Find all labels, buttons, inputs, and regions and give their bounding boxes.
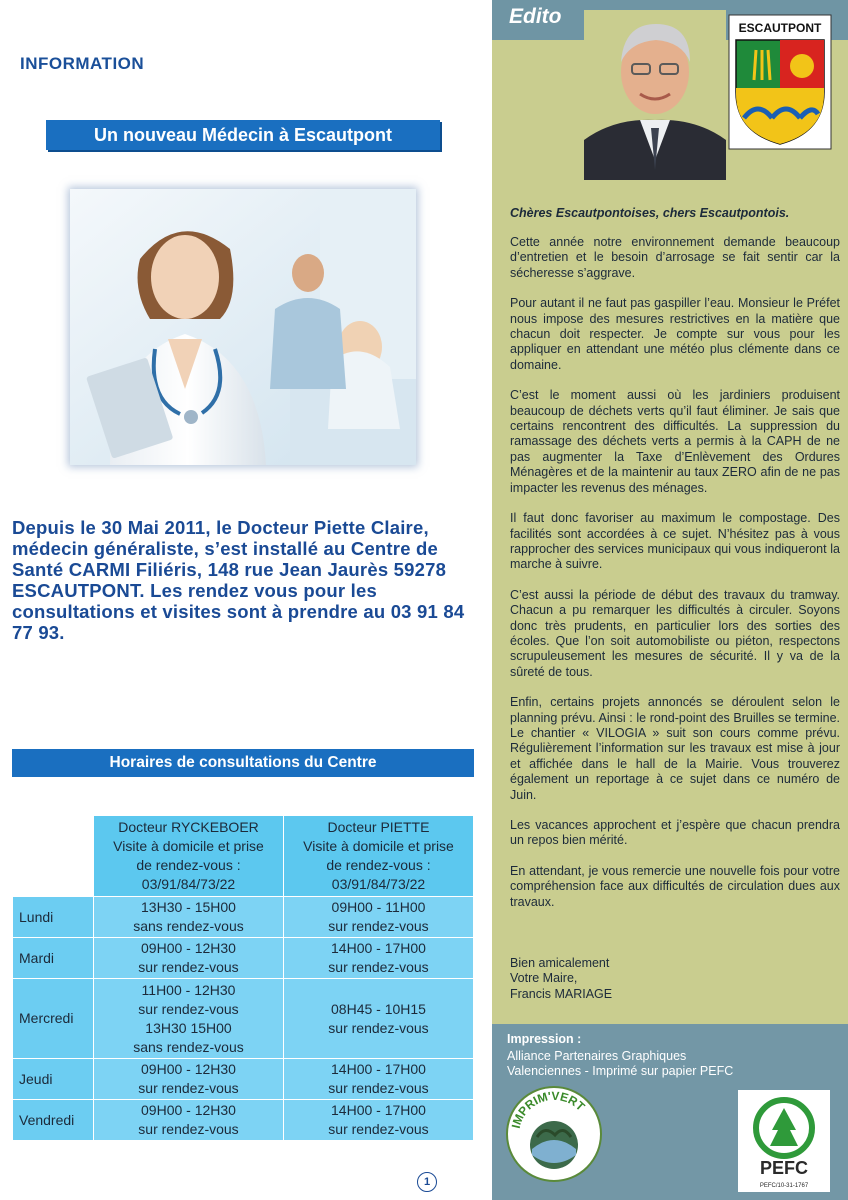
day-cell: Vendredi	[13, 1100, 94, 1141]
day-cell: Jeudi	[13, 1059, 94, 1100]
edito-title: Edito	[509, 5, 562, 28]
edito-greeting: Chères Escautpontoises, chers Escautpontois.	[510, 206, 790, 220]
mayor-photo	[584, 10, 726, 180]
hours-cell: 14H00 - 17H00 sur rendez-vous	[284, 1059, 474, 1100]
schedule-title: Horaires de consultations du Centre	[12, 749, 474, 777]
table-row	[13, 897, 474, 938]
impression-title: Impression :	[507, 1032, 582, 1046]
printer-location: Valenciennes - Imprimé sur papier PEFC	[507, 1064, 734, 1078]
page-number: 1	[417, 1172, 437, 1192]
doctor-header: Docteur PIETTE Visite à domicile et prise de rendez-vous : 03/91/84/73/22	[284, 816, 474, 897]
article-title-banner: Un nouveau Médecin à Escautpont	[46, 120, 440, 150]
edito-paragraph: C’est le moment aussi où les jardiniers produisent beaucoup de déchets verts qu’il faut éliminer. Je sais que certains rencontrent des difficultés. La suppression du ramassage des déchets verts a permis à la CAPH de ne pas augmenter la Taxe d’Enlèvement des Ordures Ménagères et de la maintenir au taux ZERO afin de ne pas impacter les revenus des ménages.	[510, 388, 840, 495]
hours-cell: 13H30 - 15H00 sans rendez-vous	[94, 897, 284, 938]
hours-cell: 09H00 - 12H30 sur rendez-vous	[94, 938, 284, 979]
hours-cell: 08H45 - 10H15 sur rendez-vous	[284, 979, 474, 1059]
imprim-vert-logo	[505, 1085, 603, 1183]
edito-paragraph: Les vacances approchent et j’espère que chacun prendra un repos bien mérité.	[510, 818, 840, 848]
section-label: INFORMATION	[20, 54, 145, 73]
printer-name: Alliance Partenaires Graphiques	[507, 1049, 687, 1063]
pefc-logo	[738, 1090, 830, 1192]
hours-cell: 11H00 - 12H30 sur rendez-vous 13H30 15H00 sans rendez-vous	[94, 979, 284, 1059]
edito-signoff: Bien amicalement Votre Maire, Francis MARIAGE	[510, 956, 613, 1001]
edito-paragraph: Il faut donc favoriser au maximum le compostage. Des facilités sont accordées à ce sujet. N’hésitez pas à vous rapprocher des services municipaux qui vous indiqueront la marche à suivre.	[510, 511, 840, 572]
table-corner	[13, 816, 94, 897]
day-cell: Mardi	[13, 938, 94, 979]
edito-paragraph: Enfin, certains projets annoncés se déroulent selon le planning prévu. Ainsi : le rond-point des Bruilles se termine. Le chantier « VILOGIA » suit son cours comme prévu. Régulièrement l’information sur les travaux est mise à jour et affichée dans le hall de la Mairie. Vous trouverez également un reportage à ce sujet dans ce numéro de Juin.	[510, 695, 840, 802]
table-row	[13, 938, 474, 979]
intro-text: Depuis le 30 Mai 2011, le Docteur Piette Claire, médecin généraliste, s’est installé au Centre de Santé CARMI Filiéris, 148 rue Jean Jaurès 59278 ESCAUTPONT. Les rendez vous pour les consultations et visites sont à prendre au 03 91 84 77 93.	[12, 517, 465, 643]
edito-paragraph: C’est aussi la période de début des travaux du tramway. Chacun a pu remarquer les difficultés à circuler. Soyons donc très prudents, en particulier lors des sorties des écoles. Que l’on soit automobiliste ou piéton, respectons scrupuleusement les mesures de sécurité. Il y va de la sûreté de tous.	[510, 587, 840, 679]
doctor-header: Docteur RYCKEBOER Visite à domicile et prise de rendez-vous : 03/91/84/73/22	[94, 816, 284, 897]
hours-cell: 14H00 - 17H00 sur rendez-vous	[284, 938, 474, 979]
doctor-photo	[70, 189, 416, 465]
hours-cell: 09H00 - 11H00 sur rendez-vous	[284, 897, 474, 938]
hours-cell: 14H00 - 17H00 sur rendez-vous	[284, 1100, 474, 1141]
edito-paragraph: Cette année notre environnement demande beaucoup d’entretien et le besoin d’arrosage se fait sentir car la sécheresse s’aggrave.	[510, 235, 840, 280]
day-cell: Mercredi	[13, 979, 94, 1059]
table-row	[13, 979, 474, 1059]
edito-paragraph: Pour autant il ne faut pas gaspiller l’eau. Monsieur le Préfet nous impose des mesures restrictives en la matière que chacun doit respecter. Je compte sur vous pour les appliquer en attendant une météo plus clémente dans ce domaine.	[510, 296, 840, 372]
hours-cell: 09H00 - 12H30 sur rendez-vous	[94, 1100, 284, 1141]
imprim-vert-label: IMPRIM'VERT	[508, 1088, 588, 1130]
pefc-code: PEFC/10-31-1767	[759, 1183, 809, 1189]
table-row	[13, 1059, 474, 1100]
table-row	[13, 1100, 474, 1141]
edito-paragraph: En attendant, je vous remercie une nouvelle fois pour votre compréhension face aux difficultés de circulation dues aux travaux.	[510, 863, 840, 909]
edito-body	[510, 235, 840, 925]
schedule-table	[12, 815, 474, 1141]
town-crest	[728, 14, 832, 150]
pefc-label: PEFC	[759, 1158, 809, 1178]
day-cell: Lundi	[13, 897, 94, 938]
hours-cell: 09H00 - 12H30 sur rendez-vous	[94, 1059, 284, 1100]
crest-label: ESCAUTPONT	[738, 21, 822, 35]
